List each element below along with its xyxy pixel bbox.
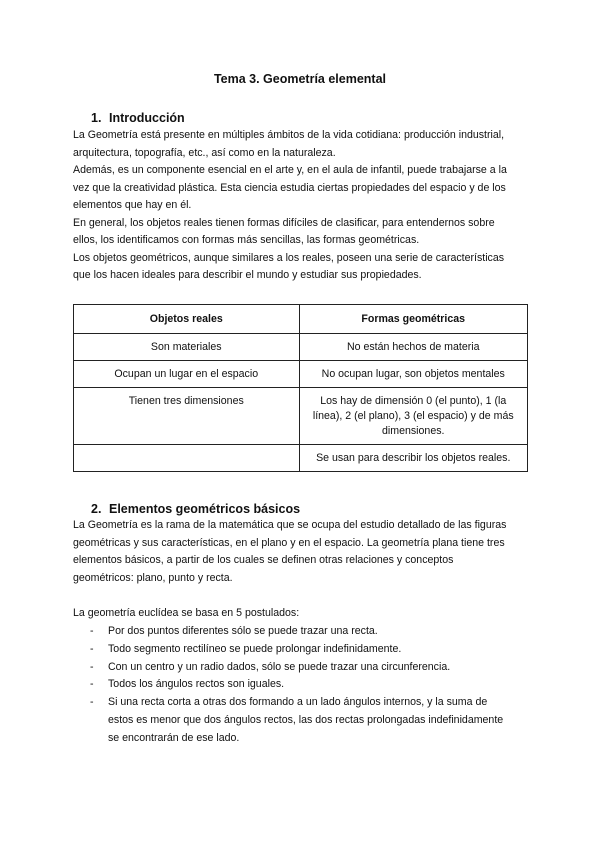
list-item (90, 641, 530, 659)
bullet-dash: - (90, 642, 94, 655)
postulates-intro (73, 605, 533, 623)
table-cell: No ocupan lugar, son objetos mentales (299, 361, 528, 388)
list-item-text: estos es menor que dos ángulos rectos, las dos rectas prolongadas indefinidamente (108, 713, 504, 726)
table-cell: Tienen tres dimensiones (74, 388, 300, 445)
list-item-text: Si una recta corta a otras dos formando a un lado ángulos internos, y la suma de (108, 696, 488, 709)
section-2-title: Elementos geométricos básicos (109, 502, 301, 516)
list-item (90, 694, 530, 747)
section-1-body (73, 127, 533, 285)
comparison-table (73, 304, 528, 472)
table-row (74, 361, 528, 388)
text-line: Los objetos geométricos, aunque similares a los reales, poseen una serie de características (73, 251, 505, 264)
bullet-dash: - (90, 696, 94, 709)
text-line: vez que la creatividad plástica. Esta ciencia estudia ciertas propiedades del espacio y de los (73, 181, 506, 194)
section-1-title: Introducción (109, 111, 185, 125)
text-line: En general, los objetos reales tienen formas difíciles de clasificar, para entendernos sobre (73, 216, 495, 229)
list-item (90, 623, 530, 641)
table-row (74, 445, 528, 472)
list-item-text: Por dos puntos diferentes sólo se puede trazar una recta. (108, 625, 378, 637)
text-line: geométricos: plano, punto y recta. (73, 571, 233, 584)
bullet-dash: - (90, 660, 94, 673)
table-row (74, 334, 528, 361)
table-cell: Ocupan un lugar en el espacio (74, 361, 300, 388)
text-line: ellos, los identificamos con formas más sencillas, las formas geométricas. (73, 234, 420, 246)
text-line: Además, es un componente esencial en el arte y, en el aula de infantil, puede trabajarse a la (73, 164, 507, 176)
section-2-number: 2. (91, 502, 102, 516)
text-line: que los hacen ideales para describir el mundo y estudiar sus propiedades. (73, 269, 422, 281)
text-line: La Geometría es la rama de la matemática que se ocupa del estudio detallado de las figuras (73, 519, 507, 531)
page-title: Tema 3. Geometría elemental (213, 72, 387, 86)
text-line: elementos que hay en él. (73, 199, 192, 211)
text-line: La geometría euclídea se basa en 5 postulados: (73, 607, 300, 619)
table-cell: Son materiales (74, 334, 300, 361)
table-cell: Los hay de dimensión 0 (el punto), 1 (la línea), 2 (el plano), 3 (el espacio) y de más dimensiones. (299, 388, 528, 445)
list-item-text: se encontrarán de ese lado. (108, 731, 240, 744)
table-cell (74, 445, 300, 472)
text-line: arquitectura, topografía, etc., así como en la naturaleza. (73, 146, 336, 159)
list-item (90, 659, 530, 677)
section-1-number: 1. (91, 111, 102, 125)
text-line: La Geometría está presente en múltiples ámbitos de la vida cotidiana: producción industrial, (73, 129, 505, 141)
text-line: geométricas y sus características, en el plano y en el espacio. La geometría plana tiene tres (73, 536, 505, 549)
section-2-body (73, 517, 533, 587)
table-cell: No están hechos de materia (299, 334, 528, 361)
list-item (90, 676, 530, 694)
bullet-dash: - (90, 625, 94, 637)
list-item-text: Con un centro y un radio dados, sólo se puede trazar una circunferencia. (108, 660, 451, 673)
text-line: elementos básicos, a partir de los cuales se definen otras relaciones y conceptos (73, 554, 454, 566)
table-row (74, 388, 528, 445)
table-header-cell: Formas geométricas (299, 305, 528, 334)
list-item-text: Todos los ángulos rectos son iguales. (108, 678, 285, 691)
bullet-dash: - (90, 678, 94, 691)
table-header-cell: Objetos reales (74, 305, 300, 334)
table-header-row (74, 305, 528, 334)
postulates-list (90, 623, 530, 748)
table-cell: Se usan para describir los objetos reales. (299, 445, 528, 472)
list-item-text: Todo segmento rectilíneo se puede prolongar indefinidamente. (108, 642, 402, 655)
